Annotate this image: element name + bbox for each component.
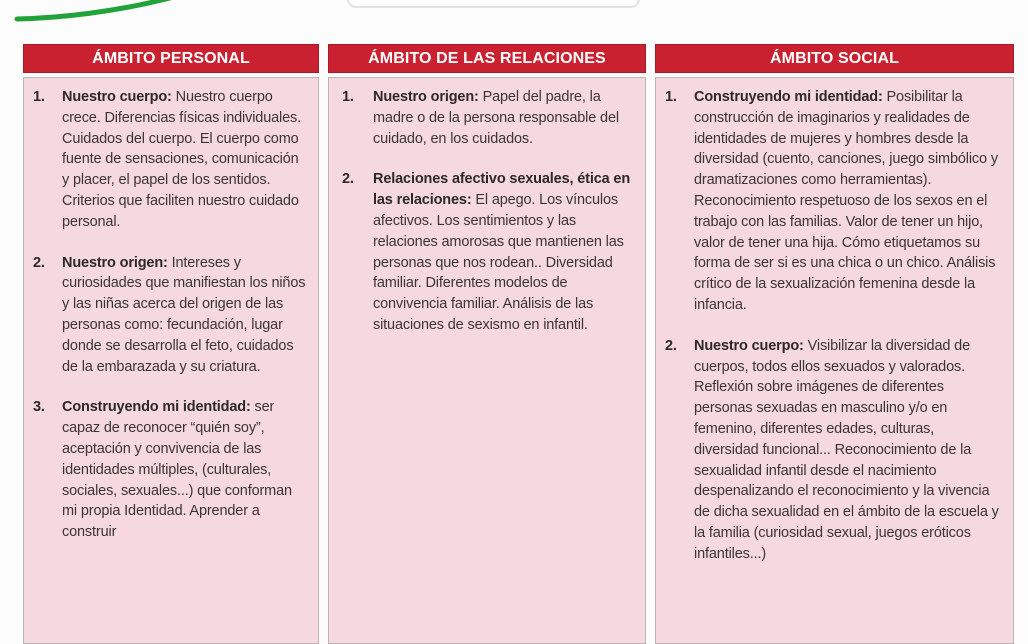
item-body: El apego. Los vínculos afectivos. Los sentimientos y las relaciones amorosas que mantienen las personas que nos rodean.. Diversidad familiar. Diferentes modelos de convivencia familiar. Análisis de las situaciones de sexismo en infantil.: [373, 192, 624, 333]
item-body: Posibilitar la construcción de imaginarios y realidades de identidades de mujeres y hombres desde la diversidad (cuento, canciones, juego simbólico y dramatizaciones como herramientas). Reconocimiento respetuoso de los sexos en el trabajo con las familias. Valor de tener un hijo, valor de tener una hija. Cómo etiquetamos su forma de ser si es una chica o un chico. Análisis crítico de la sexualización femenina desde la infancia.: [694, 89, 998, 313]
item-body: Visibilizar la diversidad de cuerpos, todos ellos sexuados y valorados. Reflexión sobre imágenes de diferentes personas sexuadas en masculino y/o en femenino, diferentes edades, culturas, diversidad funcional... Reconocimiento de la sexualidad infantil desde el nacimiento despenalizando el reconocimiento y la vivencia de dicha sexualidad en el ámbito de la escuela y la familia (curiosidad sexual, juegos eróticos infantiles...): [694, 337, 999, 562]
item-number: 1.: [665, 89, 677, 105]
item-title: Nuestro cuerpo:: [694, 337, 804, 354]
list-item: [656, 336, 1013, 565]
column-header: ÁMBITO PERSONAL: [23, 44, 319, 73]
list-item: [24, 253, 318, 378]
item-text: [694, 336, 1013, 565]
item-body: Intereses y curiosidades que manifiestan los niños y las niñas acerca del origen de las personas como: fecundación, lugar donde se desarrolla el feto, cuidados de la embarazada y su criatura.: [62, 254, 306, 375]
item-title: Construyendo mi identidad:: [694, 89, 883, 105]
item-text: [62, 397, 318, 543]
cropped-top-box: [347, 0, 640, 8]
column-body: [655, 77, 1014, 644]
item-title: Construyendo mi identidad:: [62, 399, 251, 416]
column-body: [23, 77, 319, 644]
item-text: [694, 87, 1013, 316]
item-title: Nuestro cuerpo:: [62, 89, 172, 105]
ambitos-table: [23, 44, 1014, 644]
item-number: 2.: [665, 337, 677, 354]
item-title: Nuestro origen:: [373, 89, 479, 105]
list-item: [24, 397, 318, 543]
item-number: 2.: [33, 254, 45, 271]
item-text: [373, 87, 645, 149]
item-text: [62, 253, 318, 378]
item-number: 3.: [33, 399, 45, 416]
item-title: Relaciones afectivo sexuales, ética en las relaciones:: [373, 171, 631, 209]
item-body: ser capaz de reconocer “quién soy”, aceptación y convivencia de las identidades múltiples, (culturales, sociales, sexuales...) que conforman mi propia Identidad. Aprender a construir: [62, 399, 292, 541]
item-number: 2.: [342, 171, 354, 188]
item-text: [373, 169, 645, 335]
item-title: Nuestro origen:: [62, 254, 168, 271]
column-header: ÁMBITO DE LAS RELACIONES: [328, 44, 646, 73]
column-body: [328, 77, 646, 644]
item-number: 1.: [342, 89, 354, 105]
item-number: 1.: [33, 89, 45, 105]
list-item: [24, 87, 318, 233]
list-item: [329, 169, 645, 335]
column-ambito-relaciones: [328, 44, 646, 644]
list-item: [656, 87, 1013, 316]
item-text: [62, 87, 318, 233]
column-header: ÁMBITO SOCIAL: [655, 44, 1014, 73]
column-ambito-personal: [23, 44, 319, 644]
column-ambito-social: [655, 44, 1014, 644]
green-swoosh-logo: [0, 0, 220, 30]
list-item: [329, 87, 645, 149]
item-body: Papel del padre, la madre o de la persona responsable del cuidado, en los cuidados.: [373, 89, 619, 147]
item-body: Nuestro cuerpo crece. Diferencias físicas individuales. Cuidados del cuerpo. El cuerpo como fuente de sensaciones, comunicación y placer, el papel de los sentidos. Criterios que faciliten nuestro cuidado personal.: [62, 89, 301, 230]
